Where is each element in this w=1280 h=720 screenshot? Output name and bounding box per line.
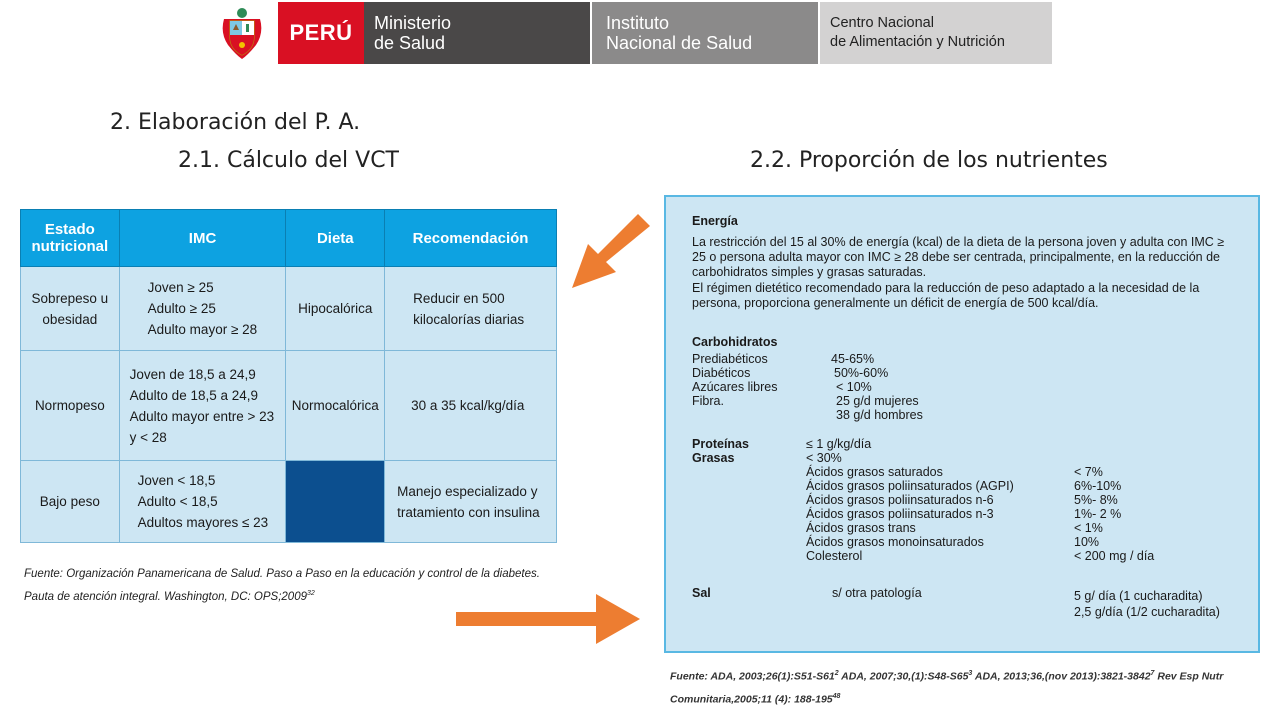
sal-value-1: 5 g/ día (1 cucharadita) [1074,589,1203,603]
imc-line: Adulto mayor ≥ 28 [147,322,258,337]
imc-line: Joven < 18,5 [137,473,216,488]
sal-condition: s/ otra patología [832,586,922,600]
minsa-line2: de Salud [374,33,446,53]
right-heading: 2.2. Proporción de los nutrientes [750,148,1108,173]
instituto-nacional-de-salud-logo [592,2,818,64]
right-source-sup4: 48 [832,692,841,700]
right-source-part4: Rev Esp Nutr [1154,670,1224,683]
dieta-cell: Normocalórica [286,351,385,461]
grasas-title: Grasas [692,451,735,465]
col-header-imc: IMC [119,210,286,267]
grasa-value: < 7% [1074,465,1103,479]
carb-value: 25 g/d mujeres [836,394,919,408]
imc-cell [119,267,286,351]
left-source-line2: Pauta de atención integral. Washington, DC: OPS;2009 [24,590,307,603]
cenan-logo [820,2,1052,64]
ins-line1: Instituto [606,13,670,33]
grasa-label: Ácidos grasos monoinsaturados [806,535,984,549]
right-source-part1: Fuente: ADA, 2003;26(1):S51-S61 [670,670,835,683]
cenan-line1: Centro Nacional [830,15,934,31]
estado-cell: Bajo peso [21,461,120,543]
grasa-label: Ácidos grasos poliinsaturados (AGPI) [806,479,1014,493]
recomendacion-line: tratamiento con insulina [397,504,540,520]
header-banner [206,2,1054,64]
recomendacion-line: Reducir en 500 [413,290,505,306]
grasas-value: < 30% [806,451,842,465]
recomendacion-line: 30 a 35 kcal/kg/día [411,398,525,413]
carb-value: < 10% [836,380,872,394]
arrow-right-icon [454,592,644,646]
right-source-part2: ADA, 2007;30,(1):S48-S65 [838,670,969,683]
vct-table [20,209,557,543]
right-source-part3: ADA, 2013;36,(nov 2013):3821-3842 [972,670,1151,683]
recomendacion-cell [385,461,557,543]
imc-line: Adulto ≥ 25 [147,301,216,316]
grasa-label: Ácidos grasos trans [806,521,916,535]
recomendacion-cell [385,351,557,461]
grasa-value: 6%-10% [1074,479,1122,493]
imc-cell [119,461,286,543]
imc-line: Adulto de 18,5 a 24,9 [129,387,259,403]
grasa-label: Ácidos grasos saturados [806,465,943,479]
right-source-sup2: 3 [968,670,973,677]
recomendacion-line: kilocalorías diarias [413,311,525,327]
carb-label: Fibra. [692,394,724,408]
imc-line: Adulto < 18,5 [137,494,218,509]
carb-value: 50%-60% [834,366,889,380]
proteinas-value: ≤ 1 g/kg/día [806,437,872,451]
nutrients-panel [664,195,1260,653]
left-source-line1: Fuente: Organización Panamericana de Salud. Paso a Paso en la educación y control de la diabetes. [24,568,540,580]
imc-line: Joven ≥ 25 [147,280,214,295]
right-source [670,664,1223,709]
grasa-label: Ácidos grasos poliinsaturados n-6 [806,493,994,507]
carb-label: Prediabéticos [692,352,768,366]
imc-line: Joven de 18,5 a 24,9 [129,366,256,382]
left-source-superscript: 32 [307,590,315,597]
grasa-value: < 200 mg / día [1074,549,1155,563]
right-source-sup1: 2 [834,670,839,677]
proteinas-title: Proteínas [692,437,749,451]
carb-label: Diabéticos [692,366,751,380]
imc-line: y < 28 [129,429,167,445]
minsa-line1: Ministerio [374,13,452,33]
carb-label: Azúcares libres [692,380,778,394]
imc-line: Adultos mayores ≤ 23 [137,515,269,530]
cenan-line2: de Alimentación y Nutrición [830,34,1005,50]
imc-line: Adulto mayor entre > 23 [129,408,275,424]
grasa-label: Ácidos grasos poliinsaturados n-3 [806,507,994,521]
grasa-value: 1%- 2 % [1074,507,1122,521]
fibra-value-2: 38 g/d hombres [836,408,923,422]
estado-cell: Normopeso [21,351,120,461]
ins-line2: Nacional de Salud [606,33,753,53]
right-source-line2: Comunitaria,2005;11 (4): 188-195 [670,693,833,705]
right-source-sup3: 7 [1150,670,1155,677]
col-header-dieta: Dieta [286,210,385,267]
col-header-recomendacion: Recomendación [385,210,557,267]
peru-logo: PERÚ [278,2,364,64]
col-header-estado: Estado nutricional [21,210,120,267]
energia-paragraph-2: El régimen dietético recomendado para la reducción de peso adaptado a la necesidad de la persona, proporciona generalmente un déficit de energía de 500 kcal/día. [692,281,1200,310]
arrow-down-left-icon [566,212,656,292]
estado-cell: Sobrepeso u obesidad [21,267,120,351]
imc-cell [119,351,286,461]
grasa-value: 5%- 8% [1074,493,1118,507]
table-row [21,267,557,351]
dieta-cell: Hipocalórica [286,267,385,351]
grasa-value: 10% [1074,535,1100,549]
table-row [21,351,557,461]
grasa-label: Colesterol [806,549,863,563]
recomendacion-cell [385,267,557,351]
carbohidratos-title: Carbohidratos [692,335,778,349]
energia-title: Energía [692,214,738,228]
left-heading: 2.1. Cálculo del VCT [178,148,399,173]
sal-value-2: 2,5 g/día (1/2 cucharadita) [1074,605,1220,619]
recomendacion-line: Manejo especializado y [397,483,538,499]
dieta-cell-empty [286,461,385,543]
ministerio-de-salud-logo [364,2,590,64]
main-heading: 2. Elaboración del P. A. [110,110,361,135]
grasa-value: < 1% [1074,521,1103,535]
peru-coat-of-arms-icon [206,2,278,64]
carb-value: 45-65% [831,352,875,366]
energia-paragraph-1: La restricción del 15 al 30% de energía (kcal) de la dieta de la persona joven y adulta con IMC ≥ 25 o persona adulta mayor con IMC ≥ 28 debe ser centrada, principalmente, en la reducción de carbohidratos simples y grasas saturadas. [692,235,1225,279]
sal-title: Sal [692,586,711,600]
table-header-row [21,210,557,267]
table-row [21,461,557,543]
